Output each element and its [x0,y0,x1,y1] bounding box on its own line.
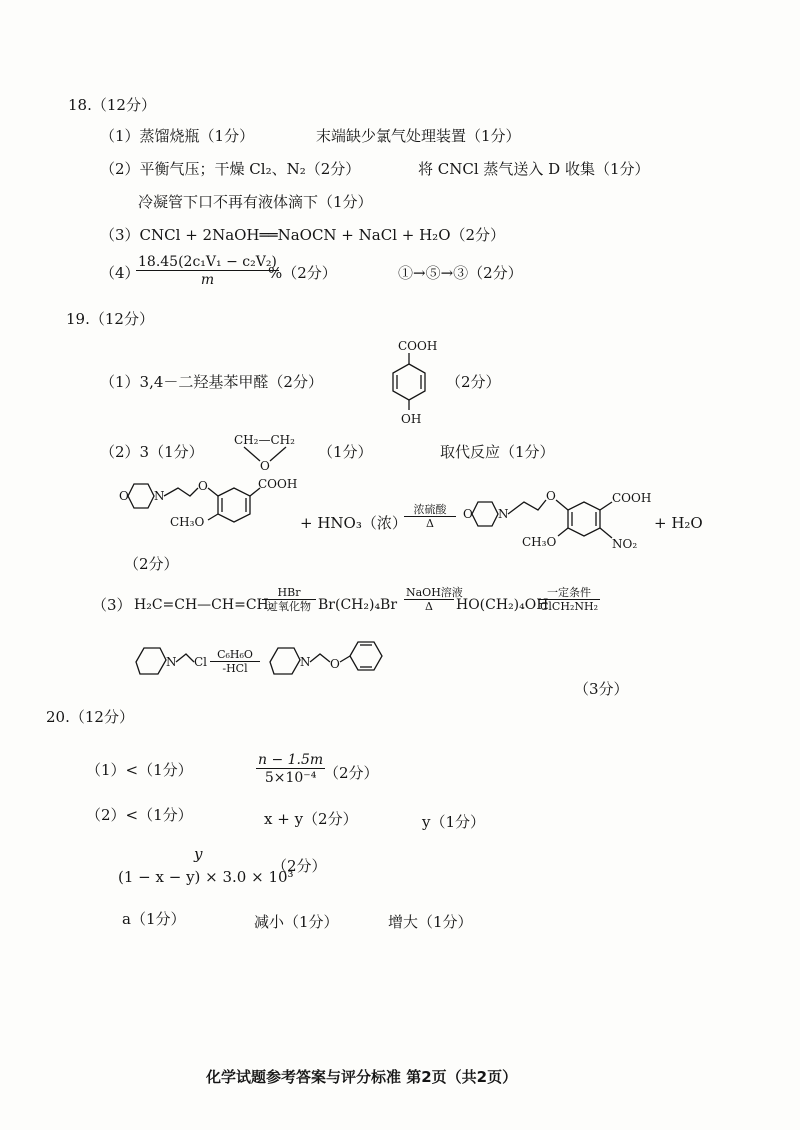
butadiene: H₂C=CH—CH=CH₂ [134,597,275,613]
step2-arrow-bottom: Δ [425,600,433,613]
step1-arrow-bottom: 过氧化物 [267,600,311,613]
q20-part2-answer-a: （2）<（1分） [86,806,193,824]
q20-part1-fraction [256,752,325,786]
q19-part2-equation-score: （2分） [124,555,179,573]
q19-part1-answer: （1）3,4－二羟基苯甲醛（2分） [100,373,323,391]
q18-part2-answer-b: 将 CNCl 蒸气送入 D 收集（1分） [418,160,650,178]
product-no2: NO₂ [612,537,638,551]
q18-part1-answer-a: （1）蒸馏烧瓶（1分） [100,127,255,145]
q18-part4-label: （4） [100,264,140,282]
step3-arrow [538,586,600,613]
q19-header: 19.（12分） [66,310,154,328]
product-h2o: + H₂O [654,514,703,532]
q20-part2-denominator: (1 − x − y) × 3.0 × 10³ [118,868,294,886]
hydroxybenzoic-acid-structure [374,338,444,428]
reactant-ch3o: CH₃O [170,515,205,529]
butanediol: HO(CH₂)₄OH [456,597,549,613]
reactant-hno3: + HNO₃（浓） [300,514,407,532]
ethylene-oxide-structure [234,432,304,472]
q18-part4-numerator: 18.45(2c₁V₁ − c₂V₂) [138,254,277,270]
phenoxymethyl-pyrrolidine-structure [262,636,392,686]
q18-part3-equation: （3）CNCl + 2NaOH══NaOCN + NaCl + H₂O（2分） [100,226,506,244]
q19-part3-score: （3分） [574,680,629,698]
q19-part2-answer-a: （2）3（1分） [100,443,204,461]
m2-n-label: N [300,655,311,669]
q18-part4-denominator: m [200,272,215,288]
q18-part2-answer-a: （2）平衡气压；干燥 Cl₂、N₂（2分） [100,160,361,178]
q20-header: 20.（12分） [46,708,134,726]
step1-arrow-top: HBr [262,586,316,600]
step3-arrow-bottom: ClCH₂NH₂ [540,600,598,613]
page-footer: 化学试题参考答案与评分标准 第2页（共2页） [206,1068,518,1086]
reactant-morpholine-o: O [119,489,129,503]
m1-n-label: N [166,655,177,669]
q18-part2-answer-c: 冷凝管下口不再有液体滴下（1分） [138,193,373,211]
q20-part2-score: （2分） [272,857,327,875]
q19-part3-label: （3） [92,596,132,614]
dibromobutane: Br(CH₂)₄Br [318,597,398,613]
step1-arrow [262,586,316,613]
q19-part1-score: （2分） [446,373,501,391]
reactant-ether-o: O [198,479,208,493]
cooh-label: COOH [398,339,438,353]
q20-part1-score: （2分） [324,764,379,782]
q20-part1-denominator: 5×10⁻⁴ [264,770,317,786]
nitration-arrow [404,503,456,530]
product-cooh: COOH [612,491,652,505]
q20-part2-answer-b: x + y（2分） [264,810,358,828]
q20-part2-answer-c: y（1分） [422,813,486,831]
product-morpholine-o: O [463,507,473,521]
oh-label: OH [401,412,422,426]
m2-o-label: O [330,657,340,671]
product-ether-o: O [546,489,556,503]
reactant-cooh: COOH [258,477,298,491]
epoxide-o-label: O [260,459,270,472]
q20-part3-answer-b: 减小（1分） [254,913,339,931]
step4-arrow-top: C₆H₆O [210,648,260,662]
reactant-structure [118,474,298,544]
nitration-arrow-bottom: Δ [426,517,434,530]
q18-header: 18.（12分） [68,96,156,114]
q19-part2-answer-c: 取代反应（1分） [440,443,555,461]
product-morpholine-n: N [498,507,509,521]
q18-part4-order: ①→⑤→③（2分） [398,264,523,282]
q18-part4-fraction [136,254,279,288]
product-ch3o: CH₃O [522,535,557,549]
q20-part1-numerator: n − 1.5m [258,752,324,768]
reactant-morpholine-n: N [154,489,165,503]
step2-arrow-top: NaOH溶液 [406,586,463,599]
q20-part1-answer-a: （1）<（1分） [86,761,193,779]
m1-cl-label: Cl [194,655,208,669]
q20-part2-y: y [194,845,203,863]
q18-part1-answer-b: 末端缺少氯气处理装置（1分） [316,127,521,145]
step3-arrow-top: 一定条件 [538,586,600,600]
q20-part3-answer-a: a（1分） [122,910,186,928]
q19-part2-epoxide-score: （1分） [318,443,373,461]
q20-part3-answer-c: 增大（1分） [388,913,473,931]
epoxide-ch2-label: CH₂—CH₂ [234,433,295,447]
nitration-arrow-top: 浓硫酸 [404,503,456,517]
step4-arrow-bottom: -HCl [222,662,248,675]
step2-arrow [404,586,463,613]
q18-part4-tail: %（2分） [268,264,337,282]
step4-arrow [210,648,260,675]
product-structure [462,488,662,568]
